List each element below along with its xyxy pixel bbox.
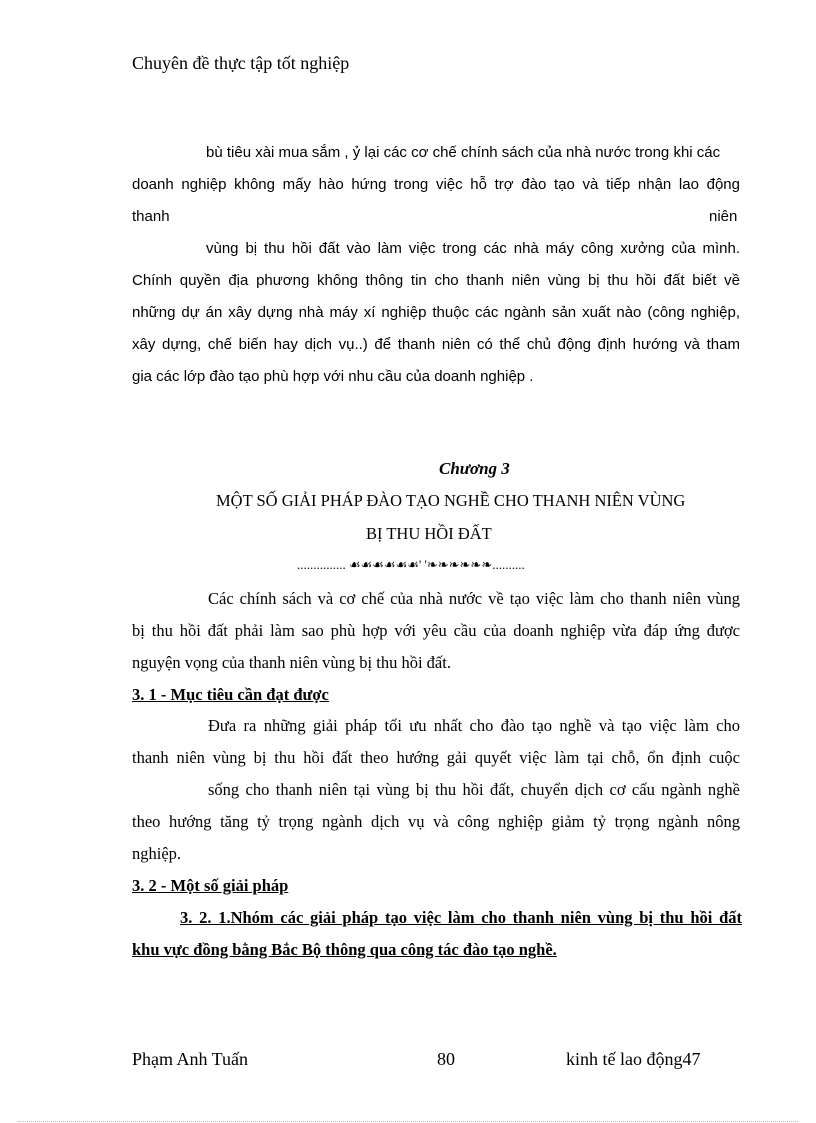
text-line: Chính quyền địa phương không thông tin cho thanh niên vùng bị thu hồi đất biết về — [132, 272, 740, 289]
chapter-title-line1: MỘT SỐ GIẢI PHÁP ĐÀO TẠO NGHỀ CHO THANH NIÊN VÙNG — [216, 491, 686, 510]
subsection-heading-line2: khu vực đồng bằng Bắc Bộ thông qua công tác đào tạo nghề. — [132, 940, 557, 959]
text-line: những dự án xây dựng nhà máy xí nghiệp thuộc các ngành sản xuất nào (công nghiệp, — [132, 304, 740, 321]
section-heading-3-1: 3. 1 - Mục tiêu cần đạt được — [132, 685, 329, 704]
text-line: vùng bị thu hồi đất vào làm việc trong các nhà máy công xưởng của mình. — [206, 240, 740, 257]
footer-class: kinh tế lao động47 — [566, 1049, 701, 1069]
section-heading-3-2: 3. 2 - Một số giải pháp — [132, 876, 289, 895]
chapter-title-line2: BỊ THU HỒI ĐẤT — [366, 524, 492, 543]
footer-page-number: 80 — [437, 1049, 455, 1069]
text-line: theo hướng tăng tỷ trọng ngành dịch vụ và công nghiệp giảm tỷ trọng ngành nông — [132, 812, 740, 831]
page-header-title: Chuyên đề thực tập tốt nghiệp — [132, 53, 350, 73]
text-line: gia các lớp đào tạo phù hợp với nhu cầu của doanh nghiệp . — [132, 368, 534, 385]
text-line: Các chính sách và cơ chế của nhà nước về tạo việc làm cho thanh niên vùng — [208, 589, 740, 608]
text-line: doanh nghiệp không mấy hào hứng trong việc hỗ trợ đào tạo và tiếp nhận lao động — [132, 176, 740, 193]
text-line: nguyện vọng của thanh niên vùng bị thu hồi đất. — [132, 653, 451, 672]
text-line: sống cho thanh niên tại vùng bị thu hồi đất, chuyển dịch cơ cấu ngành nghề — [208, 780, 740, 799]
text-line: nghiệp. — [132, 844, 182, 863]
text-line: thanh niên vùng bị thu hồi đất theo hướng gải quyết việc làm tại chỗ, ổn định cuộc — [132, 748, 740, 767]
subsection-heading-line1: 3. 2. 1.Nhóm các giải pháp tạo việc làm cho thanh niên vùng bị thu hồi đất — [180, 908, 742, 927]
chapter-label: Chương 3 — [439, 459, 510, 478]
text-line: thanh — [132, 208, 170, 225]
text-line: bị thu hồi đất phải làm sao phù hợp với yêu cầu của doanh nghiệp vừa đáp ứng được — [132, 621, 740, 640]
text-line: xây dựng, chế biến hay dịch vụ..) để thanh niên có thể chủ động định hướng và tham — [132, 336, 740, 353]
text-line: niên — [709, 208, 738, 225]
text-line: bù tiêu xài mua sắm , ỷ lại các cơ chế chính sách của nhà nước trong khi các — [206, 144, 721, 161]
text-line: Đưa ra những giải pháp tối ưu nhất cho đào tạo nghề và tạo việc làm cho — [208, 716, 740, 735]
page-bottom-border — [18, 1121, 798, 1122]
decorative-ornament: ............... ☙☙☙☙☙☙' '❧❧❧❧❧❧.......... — [297, 557, 525, 572]
footer-author: Phạm Anh Tuấn — [132, 1049, 249, 1069]
